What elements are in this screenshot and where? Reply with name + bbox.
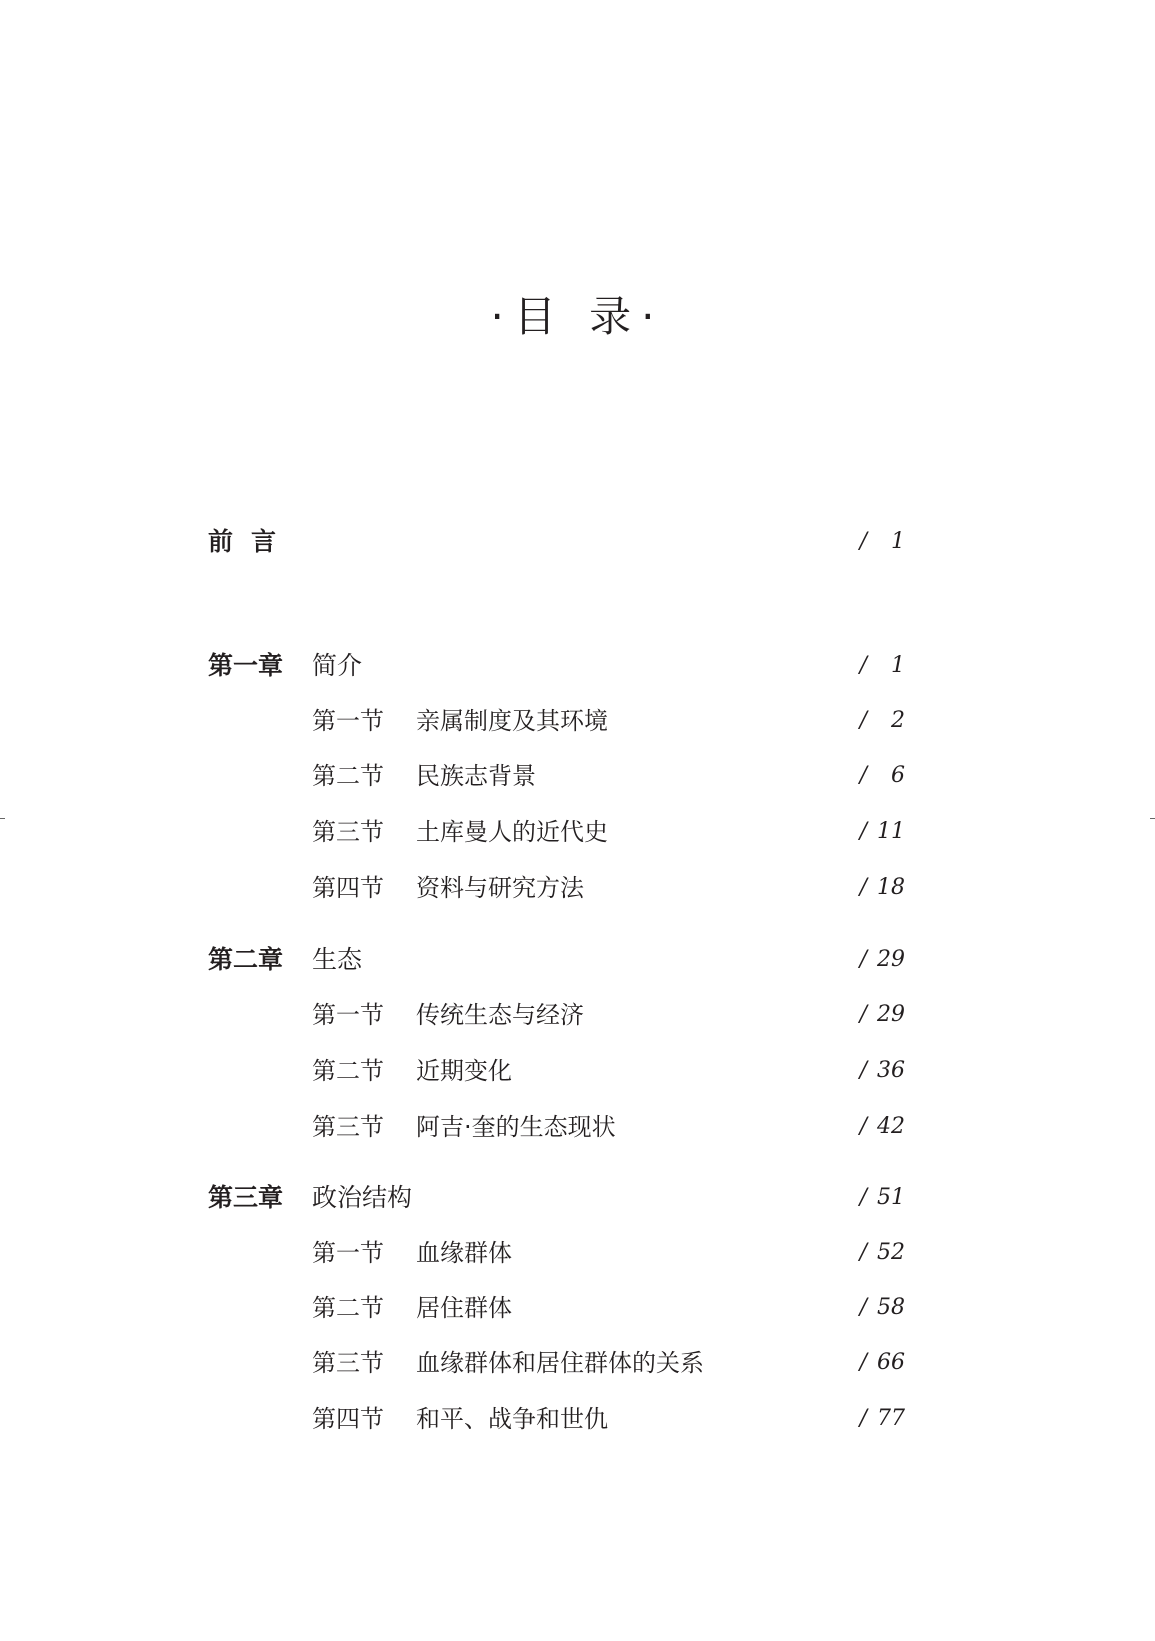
page-number: 42 bbox=[877, 1114, 905, 1139]
page-number: 36 bbox=[877, 1058, 905, 1083]
page-number: 58 bbox=[877, 1295, 905, 1320]
page-ref bbox=[815, 522, 905, 562]
page-ref bbox=[815, 1107, 905, 1147]
section-number: 第一节 bbox=[312, 1239, 384, 1267]
slash: / bbox=[859, 1185, 867, 1210]
slash: / bbox=[859, 1058, 867, 1083]
page-number: 6 bbox=[891, 763, 905, 788]
section-number: 第三节 bbox=[312, 1349, 384, 1377]
toc-entry-section[interactable] bbox=[0, 1107, 1155, 1147]
page-number: 29 bbox=[877, 947, 905, 972]
toc-entry-chapter[interactable] bbox=[0, 646, 1155, 686]
page-title: ·目 录· bbox=[490, 292, 665, 341]
section-number: 第一节 bbox=[312, 707, 384, 735]
toc-entry-section[interactable] bbox=[0, 1051, 1155, 1091]
slash: / bbox=[859, 819, 867, 844]
slash: / bbox=[859, 947, 867, 972]
page-ref bbox=[815, 1051, 905, 1091]
chapter-label: 第二章 bbox=[208, 945, 284, 974]
section-title: 居住群体 bbox=[416, 1294, 512, 1322]
section-number: 第二节 bbox=[312, 762, 384, 790]
toc-entry-section[interactable] bbox=[0, 1399, 1155, 1439]
slash: / bbox=[859, 875, 867, 900]
section-title: 血缘群体 bbox=[416, 1239, 512, 1267]
chapter-label: 第三章 bbox=[208, 1183, 284, 1212]
page-number: 18 bbox=[877, 875, 905, 900]
page-number: 1 bbox=[891, 653, 905, 678]
page-number: 2 bbox=[891, 708, 905, 733]
page-number: 66 bbox=[877, 1350, 905, 1375]
chapter-title: 生态 bbox=[312, 945, 363, 974]
section-number: 第一节 bbox=[312, 1001, 384, 1029]
chapter-label: 第一章 bbox=[208, 651, 284, 680]
section-title: 血缘群体和居住群体的关系 bbox=[416, 1349, 704, 1377]
toc-entry-chapter[interactable] bbox=[0, 1178, 1155, 1218]
page-ref bbox=[815, 1233, 905, 1273]
section-number: 第二节 bbox=[312, 1294, 384, 1322]
section-number: 第三节 bbox=[312, 818, 384, 846]
slash: / bbox=[859, 1350, 867, 1375]
page-number: 77 bbox=[877, 1406, 905, 1431]
slash: / bbox=[859, 1406, 867, 1431]
toc-entry-preface[interactable] bbox=[0, 522, 1155, 562]
page-ref bbox=[815, 868, 905, 908]
toc-entry-section[interactable] bbox=[0, 756, 1155, 796]
section-title: 阿吉·奎的生态现状 bbox=[416, 1113, 616, 1141]
slash: / bbox=[859, 1240, 867, 1265]
section-title: 民族志背景 bbox=[416, 762, 536, 790]
section-number: 第四节 bbox=[312, 1405, 384, 1433]
page-number: 11 bbox=[877, 819, 905, 844]
page-number: 29 bbox=[877, 1002, 905, 1027]
slash: / bbox=[859, 763, 867, 788]
toc-entry-section[interactable] bbox=[0, 1288, 1155, 1328]
toc-entry-chapter[interactable] bbox=[0, 940, 1155, 980]
toc-entry-section[interactable] bbox=[0, 1233, 1155, 1273]
section-number: 第四节 bbox=[312, 874, 384, 902]
slash: / bbox=[859, 1295, 867, 1320]
toc-entry-section[interactable] bbox=[0, 995, 1155, 1035]
slash: / bbox=[859, 529, 867, 554]
section-title: 亲属制度及其环境 bbox=[416, 707, 608, 735]
preface-label: 前言 bbox=[208, 527, 295, 556]
toc-entry-section[interactable] bbox=[0, 868, 1155, 908]
toc-entry-section[interactable] bbox=[0, 812, 1155, 852]
page-ref bbox=[815, 756, 905, 796]
page-ref bbox=[815, 940, 905, 980]
page-ref bbox=[815, 1178, 905, 1218]
section-number: 第三节 bbox=[312, 1113, 384, 1141]
page-ref bbox=[815, 1343, 905, 1383]
page-number: 52 bbox=[877, 1240, 905, 1265]
page-number: 1 bbox=[891, 529, 905, 554]
page-ref bbox=[815, 812, 905, 852]
page-ref bbox=[815, 701, 905, 741]
toc-entry-section[interactable] bbox=[0, 1343, 1155, 1383]
page-ref bbox=[815, 646, 905, 686]
page-number: 51 bbox=[877, 1185, 905, 1210]
toc-entry-section[interactable] bbox=[0, 701, 1155, 741]
page-ref bbox=[815, 1288, 905, 1328]
page-ref bbox=[815, 995, 905, 1035]
page-ref bbox=[815, 1399, 905, 1439]
section-title: 和平、战争和世仇 bbox=[416, 1405, 608, 1433]
chapter-title: 政治结构 bbox=[312, 1183, 413, 1212]
slash: / bbox=[859, 1114, 867, 1139]
section-title: 资料与研究方法 bbox=[416, 874, 584, 902]
section-title: 近期变化 bbox=[416, 1057, 512, 1085]
slash: / bbox=[859, 708, 867, 733]
chapter-title: 简介 bbox=[312, 651, 363, 680]
section-title: 土库曼人的近代史 bbox=[416, 818, 608, 846]
section-title: 传统生态与经济 bbox=[416, 1001, 584, 1029]
section-number: 第二节 bbox=[312, 1057, 384, 1085]
slash: / bbox=[859, 1002, 867, 1027]
slash: / bbox=[859, 653, 867, 678]
